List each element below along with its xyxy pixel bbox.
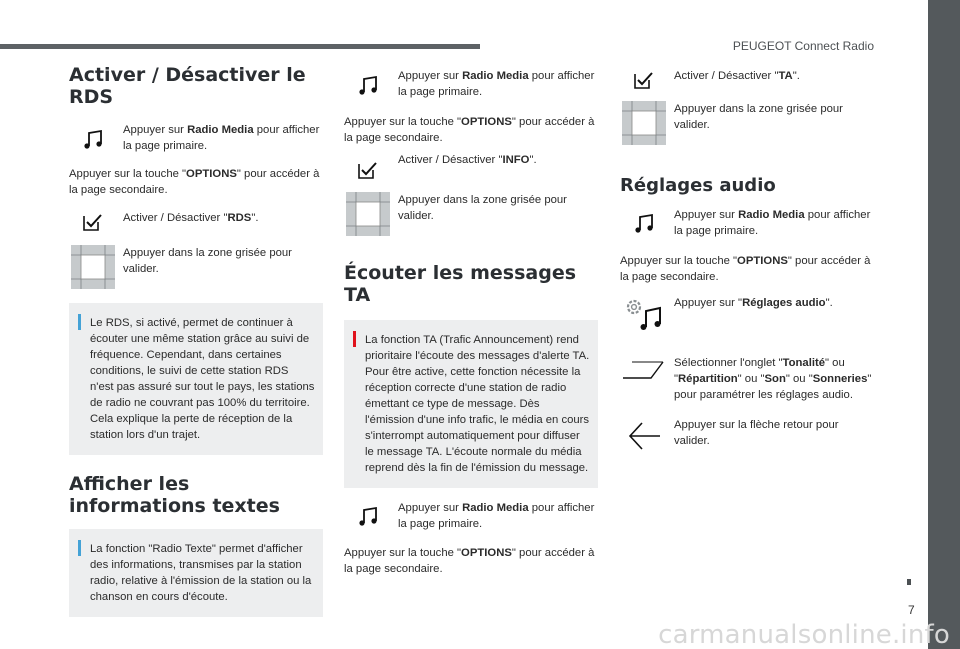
music-note-icon [357, 506, 379, 528]
step-text: Appuyer sur Radio Media pour afficher la page primaire. [398, 70, 595, 98]
step-options: Appuyer sur la touche "OPTIONS" pour accéder à la page secondaire. [344, 116, 595, 144]
step-radio-media [69, 122, 323, 154]
step-text: Sélectionner l'onglet "Tonalité" ou "Répartition" ou "Son" ou "Sonneries" pour paramétrer les réglages audio. [674, 357, 872, 401]
info-note-rds: Le RDS, si activé, permet de continuer à écouter une même station grâce au suivi de fréquence. Cependant, dans certaines conditions, le suivi de cette station RDS n'est pas assuré sur tout le pays, les stations de radio ne couvrant pas 100% du territoire. Cela explique la perte de réception de la station lors d'un trajet. [69, 303, 323, 455]
step-validate [69, 245, 323, 289]
page-edge-band [928, 0, 960, 649]
section-title-text-info: Afficher les informations textes [69, 473, 280, 517]
warning-note-ta: La fonction TA (Trafic Announcement) rend prioritaire l'écoute des messages d'alerte TA. Pour être active, cette fonction nécessite la réception correcte d'une station de radio émettant ce type de message. Dès l'émission d'une info trafic, le média en cours s'interrompt automatiquement pour diffuser le message TA. L'écoute normale du média reprend dès la fin de l'émission du message. [344, 320, 598, 488]
step-text: Appuyer sur "Réglages audio". [674, 297, 833, 309]
column-1 [69, 64, 323, 617]
grey-zone-icon [346, 192, 390, 236]
step-options: Appuyer sur la touche "OPTIONS" pour accéder à la page secondaire. [344, 547, 595, 575]
column-3 [620, 68, 874, 453]
audio-settings-icon [624, 297, 664, 335]
step-select-tab [620, 355, 874, 403]
checkbox-icon [634, 71, 654, 89]
music-note-icon [357, 75, 379, 97]
section-title-ta: Écouter les messages TA [344, 262, 577, 306]
step-validate [344, 192, 598, 236]
tab-icon [622, 360, 666, 382]
info-note-radio-text: La fonction "Radio Texte" permet d'afficher des informations, transmises par la station radio, relative à l'émission de la station ou la chanson en cours d'écoute. [69, 529, 323, 617]
step-text: Activer / Désactiver "INFO". [398, 154, 537, 166]
step-text: Appuyer dans la zone grisée pour valider. [674, 103, 843, 131]
section-title-audio: Réglages audio [620, 175, 776, 196]
step-text: Activer / Désactiver "TA". [674, 70, 800, 82]
step-text: Appuyer dans la zone grisée pour valider. [123, 247, 292, 275]
info-marker [78, 314, 81, 330]
page-number: 7 [908, 603, 915, 617]
grey-zone-icon [622, 101, 666, 145]
header-bar [0, 44, 480, 49]
watermark: carmanualsonline.info [658, 620, 950, 649]
music-note-icon [633, 213, 655, 235]
step-text: Appuyer sur Radio Media pour afficher la page primaire. [674, 209, 871, 237]
back-arrow-icon [627, 419, 661, 453]
info-marker [78, 540, 81, 556]
music-note-icon [82, 129, 104, 151]
step-text: Appuyer sur Radio Media pour afficher la page primaire. [123, 124, 320, 152]
step-toggle-info [344, 152, 598, 179]
step-text: Activer / Désactiver "RDS". [123, 212, 259, 224]
warning-marker [353, 331, 356, 347]
continue-marker [907, 579, 911, 585]
step-text: Appuyer dans la zone grisée pour valider. [398, 194, 567, 222]
step-radio-media [344, 500, 598, 532]
step-radio-media [344, 68, 598, 100]
step-validate [620, 101, 874, 145]
column-2 [344, 68, 598, 577]
header-title: PEUGEOT Connect Radio [732, 39, 874, 53]
step-radio-media [620, 207, 874, 239]
step-toggle-rds [69, 210, 323, 231]
step-audio-settings [620, 295, 874, 335]
step-toggle-ta [620, 68, 874, 89]
section-title-rds: Activer / Désactiver le RDS [69, 64, 306, 108]
step-text: Appuyer sur Radio Media pour afficher la page primaire. [398, 502, 595, 530]
step-back [620, 417, 874, 453]
checkbox-icon [83, 213, 103, 231]
step-options: Appuyer sur la touche "OPTIONS" pour accéder à la page secondaire. [69, 168, 320, 196]
step-text: Appuyer sur la flèche retour pour valider. [674, 419, 839, 447]
checkbox-icon [358, 161, 378, 179]
step-options: Appuyer sur la touche "OPTIONS" pour accéder à la page secondaire. [620, 255, 871, 283]
grey-zone-icon [71, 245, 115, 289]
